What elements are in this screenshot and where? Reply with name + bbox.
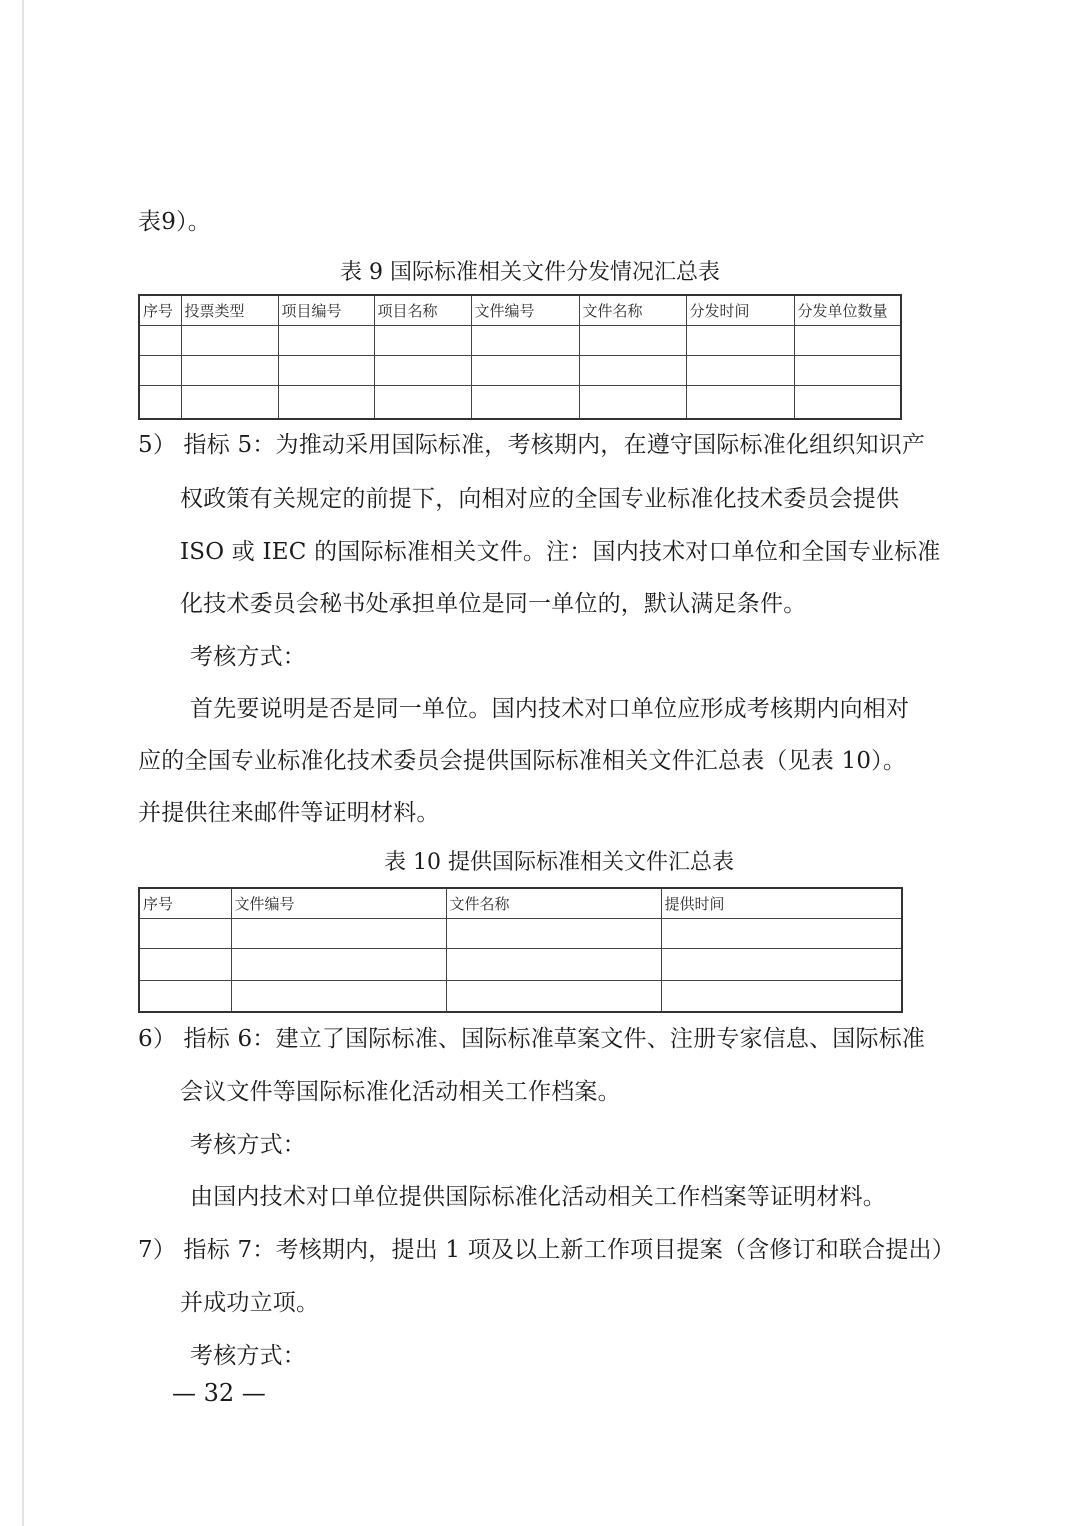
table9-header-cell: 投票类型 [181, 295, 278, 325]
table9-header-cell: 文件名称 [579, 295, 686, 325]
table9-header-cell: 项目编号 [278, 295, 374, 325]
item5-method-line: 应的全国专业标准化技术委员会提供国际标准相关文件汇总表（见表 10）。 [138, 748, 907, 774]
table9-header-cell: 分发单位数量 [794, 295, 901, 325]
table10-cell [231, 918, 446, 948]
table10-row [139, 918, 902, 948]
table9-row [139, 325, 901, 355]
table9-cell [139, 385, 181, 419]
table10-cell [139, 948, 231, 980]
table10-cell [661, 948, 902, 980]
table10-header-cell: 文件编号 [231, 888, 446, 918]
item6-method-label: 考核方式： [190, 1132, 306, 1158]
item6-line: 会议文件等国际标准化活动相关工作档案。 [180, 1079, 621, 1105]
table10-cell [139, 918, 231, 948]
table10-cell [231, 948, 446, 980]
table9-cell [181, 355, 278, 385]
table10-cell [661, 980, 902, 1012]
table9-caption: 表 9 国际标准相关文件分发情况汇总表 [340, 260, 720, 285]
item5-line: 化技术委员会秘书处承担单位是同一单位的，默认满足条件。 [180, 591, 807, 617]
table9-cell [686, 325, 794, 355]
item7-line: 7） 指标 7：考核期内，提出 1 项及以上新工作项目提案（含修订和联合提出） [138, 1237, 955, 1263]
table10-caption: 表 10 提供国际标准相关文件汇总表 [384, 850, 734, 875]
table10-cell [661, 918, 902, 948]
table10-cell [446, 948, 661, 980]
table9-cell [686, 385, 794, 419]
table10-header-cell: 序号 [139, 888, 231, 918]
table9-cell [278, 355, 374, 385]
item7-method-label: 考核方式： [190, 1343, 306, 1369]
table9-cell [794, 355, 901, 385]
table9-cell [471, 325, 579, 355]
table10 [138, 887, 903, 1013]
table9-cell [278, 325, 374, 355]
table9-row [139, 385, 901, 419]
table9-cell [579, 325, 686, 355]
table9-header-cell: 序号 [139, 295, 181, 325]
table10-header-cell: 文件名称 [446, 888, 661, 918]
item5-line: ISO 或 IEC 的国际标准相关文件。注：国内技术对口单位和全国专业标准 [180, 539, 941, 565]
item5-method-line: 并提供往来邮件等证明材料。 [138, 800, 440, 826]
table9-cell [374, 325, 471, 355]
table10-cell [446, 980, 661, 1012]
table10-cell [446, 918, 661, 948]
table9-cell [374, 355, 471, 385]
table9-cell [181, 325, 278, 355]
table9-cell [471, 355, 579, 385]
table9-header-row [139, 295, 901, 325]
item5-line: 5） 指标 5：为推动采用国际标准，考核期内，在遵守国际标准化组织知识产 [138, 432, 926, 458]
table9-header-cell: 文件编号 [471, 295, 579, 325]
table10-cell [139, 980, 231, 1012]
table10-header-cell: 提供时间 [661, 888, 902, 918]
page-number: — 32 — [172, 1379, 266, 1407]
item5-method-label: 考核方式： [190, 644, 306, 670]
table9-cell [579, 355, 686, 385]
table9-header-cell: 分发时间 [686, 295, 794, 325]
table9-cell [579, 385, 686, 419]
table9-cell [181, 385, 278, 419]
table9-cell [139, 325, 181, 355]
table9-cell [794, 325, 901, 355]
table10-row [139, 980, 902, 1012]
table9-row [139, 355, 901, 385]
item6-line: 6） 指标 6：建立了国际标准、国际标准草案文件、注册专家信息、国际标准 [138, 1026, 926, 1052]
table9-cell [374, 385, 471, 419]
table10-header-row [139, 888, 902, 918]
item7-line: 并成功立项。 [180, 1290, 320, 1316]
table10-cell [231, 980, 446, 1012]
table9-header-cell: 项目名称 [374, 295, 471, 325]
table9-cell [278, 385, 374, 419]
page-edge [22, 0, 24, 1526]
table9-cell [471, 385, 579, 419]
table9-cell [139, 355, 181, 385]
table10-row [139, 948, 902, 980]
table9 [138, 294, 902, 420]
item5-method-line: 首先要说明是否是同一单位。国内技术对口单位应形成考核期内向相对 [190, 696, 910, 722]
table9-cell [794, 385, 901, 419]
table9-cell [686, 355, 794, 385]
item6-method-line: 由国内技术对口单位提供国际标准化活动相关工作档案等证明材料。 [190, 1184, 886, 1210]
continuation-text: 表9）。 [138, 209, 211, 235]
item5-line: 权政策有关规定的前提下，向相对应的全国专业标准化技术委员会提供 [180, 486, 900, 512]
